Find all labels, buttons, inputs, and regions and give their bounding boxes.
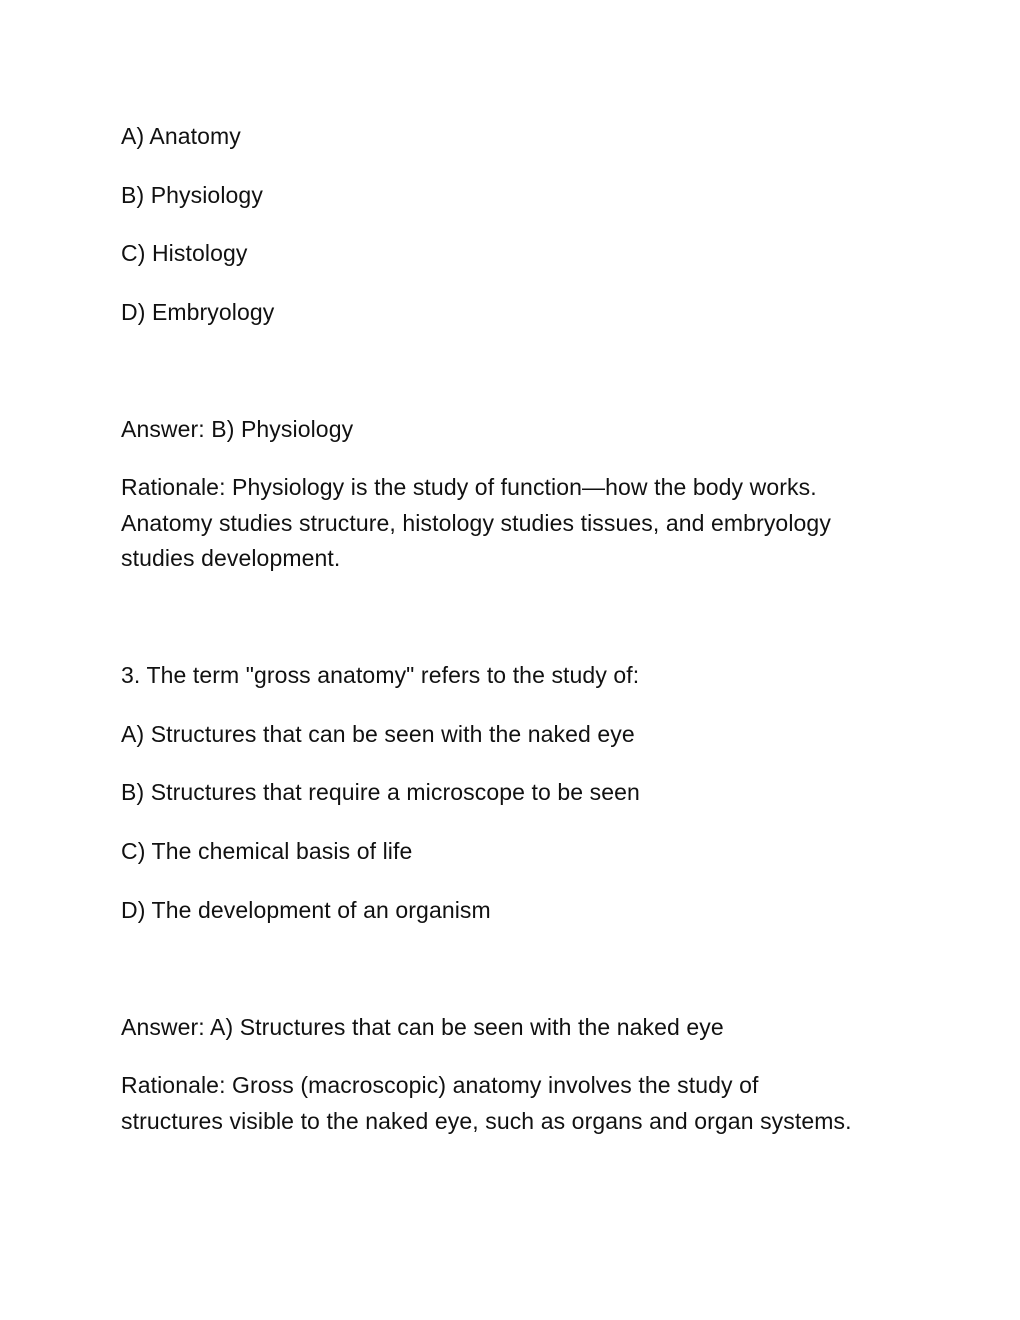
q2-option-a: A) Anatomy xyxy=(121,123,241,149)
q2-rationale-line-3: studies development. xyxy=(121,545,341,571)
q3-answer: Answer: A) Structures that can be seen with the naked eye xyxy=(121,1014,724,1040)
q3-option-c: C) The chemical basis of life xyxy=(121,838,413,864)
q2-option-d: D) Embryology xyxy=(121,299,275,325)
q2-answer: Answer: B) Physiology xyxy=(121,416,354,442)
q3-option-d: D) The development of an organism xyxy=(121,897,491,923)
q3-question: 3. The term "gross anatomy" refers to the study of: xyxy=(121,662,640,688)
q2-option-c: C) Histology xyxy=(121,240,248,266)
q3-rationale-line-2: structures visible to the naked eye, such as organs and organ systems. xyxy=(121,1108,852,1134)
q3-rationale-line-1: Rationale: Gross (macroscopic) anatomy involves the study of xyxy=(121,1072,759,1098)
q2-rationale-line-2: Anatomy studies structure, histology studies tissues, and embryology xyxy=(121,510,831,536)
q2-option-b: B) Physiology xyxy=(121,182,263,208)
q3-option-b: B) Structures that require a microscope to be seen xyxy=(121,779,640,805)
q3-option-a: A) Structures that can be seen with the naked eye xyxy=(121,721,635,747)
q2-rationale-line-1: Rationale: Physiology is the study of function—how the body works. xyxy=(121,474,817,500)
